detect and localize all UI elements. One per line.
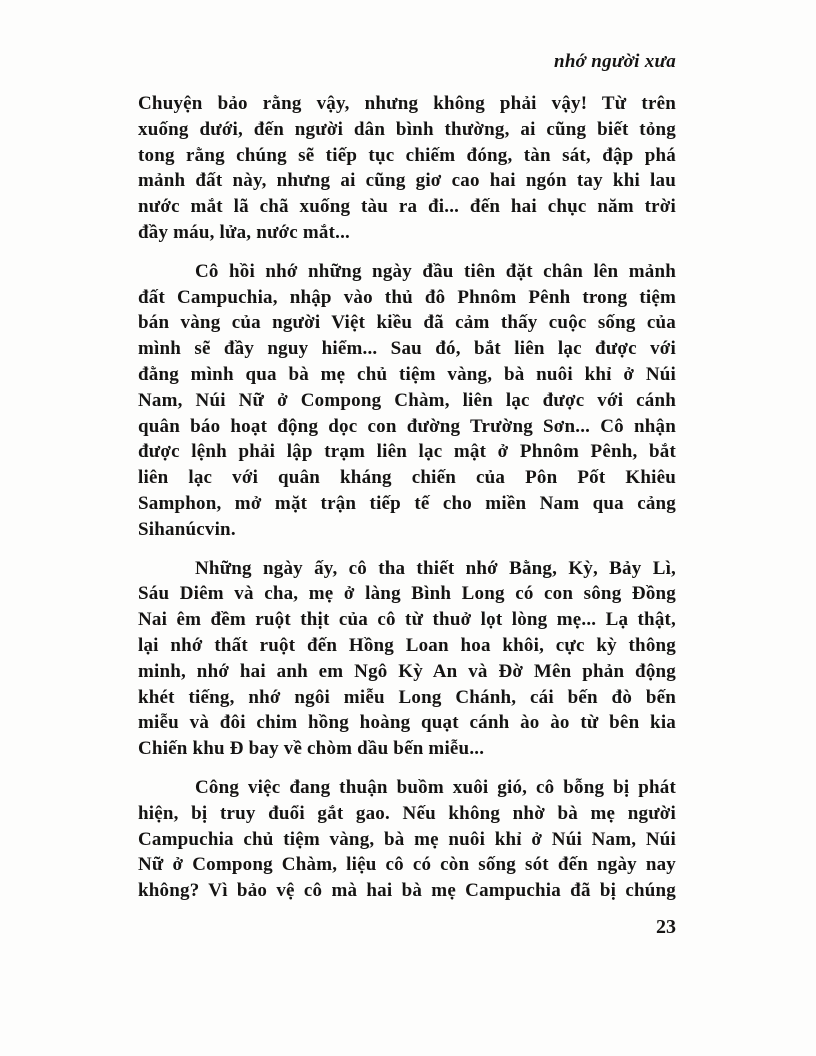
text-line: được lệnh phải lập trạm liên lạc mật ở Phnôm Pênh, bắt <box>138 441 676 463</box>
text-line: Campuchia chủ tiệm vàng, bà mẹ nuôi khỉ ở Núi Nam, Núi <box>138 828 676 850</box>
text-line: quân báo hoạt động dọc con đường Trường Sơn... Cô nhận <box>138 415 676 437</box>
text-line: đất Campuchia, nhập vào thủ đô Phnôm Pênh trong tiệm <box>138 286 676 308</box>
running-header: nhớ người xưa <box>553 51 676 72</box>
text-line: bán vàng của người Việt kiều đã cảm thấy cuộc sống của <box>138 312 676 334</box>
text-line: khét tiếng, nhớ ngôi miễu Long Chánh, cái bến đò bến <box>138 686 676 708</box>
text-line: miễu và đôi chim hồng hoàng quạt cánh ào ào từ bên kia <box>138 712 676 734</box>
text-line: lại nhớ thất ruột đến Hồng Loan hoa khôi, cực kỳ thông <box>138 634 676 656</box>
text-line: Chuyện bảo rằng vậy, nhưng không phải vậy! Từ trên <box>138 93 676 114</box>
text-line: Nữ ở Compong Chàm, liệu cô có còn sống sót đến ngày nay <box>138 854 676 876</box>
text-line: mảnh đất này, nhưng ai cũng giơ cao hai ngón tay khi lau <box>138 170 676 192</box>
text-line: Những ngày ấy, cô tha thiết nhớ Bằng, Kỳ, Bảy Lì, <box>195 557 676 579</box>
text-line: Chiến khu Đ bay về chòm dầu bến miễu... <box>138 738 485 760</box>
paragraph <box>138 91 676 246</box>
text-line: Công việc đang thuận buồm xuôi gió, cô bỗng bị phát <box>195 776 676 798</box>
text-line: Cô hồi nhớ những ngày đầu tiên đặt chân lên mảnh <box>195 260 676 282</box>
text-line: đầy máu, lửa, nước mắt... <box>138 221 350 243</box>
text-line: tong rằng chúng sẽ tiếp tục chiếm đóng, tàn sát, đập phá <box>138 144 676 166</box>
paragraph <box>138 775 676 904</box>
text-line: Samphon, mở mặt trận tiếp tế cho miền Nam qua cảng <box>138 492 676 514</box>
text-line: nước mắt lã chã xuống tàu ra đi... đến hai chục năm trời <box>138 196 676 218</box>
text-line: không? Vì bảo vệ cô mà hai bà mẹ Campuchia đã bị chúng <box>138 880 676 902</box>
text-line: liên lạc với quân kháng chiến của Pôn Pốt Khiêu <box>138 467 676 489</box>
text-line: minh, nhớ hai anh em Ngô Kỳ An và Đờ Mên phản động <box>138 660 676 682</box>
paragraph <box>138 259 676 543</box>
text-line: đằng mình qua bà mẹ chủ tiệm vàng, bà nuôi khỉ ở Núi <box>138 363 676 385</box>
text-block <box>138 91 676 917</box>
text-line: Nai êm đềm ruột thịt của cô từ thuở lọt lòng mẹ... Lạ thật, <box>138 609 676 631</box>
paragraph <box>138 556 676 762</box>
text-line: xuống dưới, đến người dân bình thường, ai cũng biết tỏng <box>138 118 676 140</box>
text-line: Sihanúcvin. <box>138 518 236 540</box>
page-number: 23 <box>656 916 676 938</box>
text-line: Sáu Diêm và cha, mẹ ở làng Bình Long có con sông Đồng <box>138 583 676 605</box>
text-line: Nam, Núi Nữ ở Compong Chàm, liên lạc được với cánh <box>138 389 676 411</box>
text-line: mình sẽ đầy nguy hiểm... Sau đó, bắt liên lạc được với <box>138 338 676 360</box>
text-line: hiện, bị truy đuổi gắt gao. Nếu không nhờ bà mẹ người <box>138 802 676 824</box>
